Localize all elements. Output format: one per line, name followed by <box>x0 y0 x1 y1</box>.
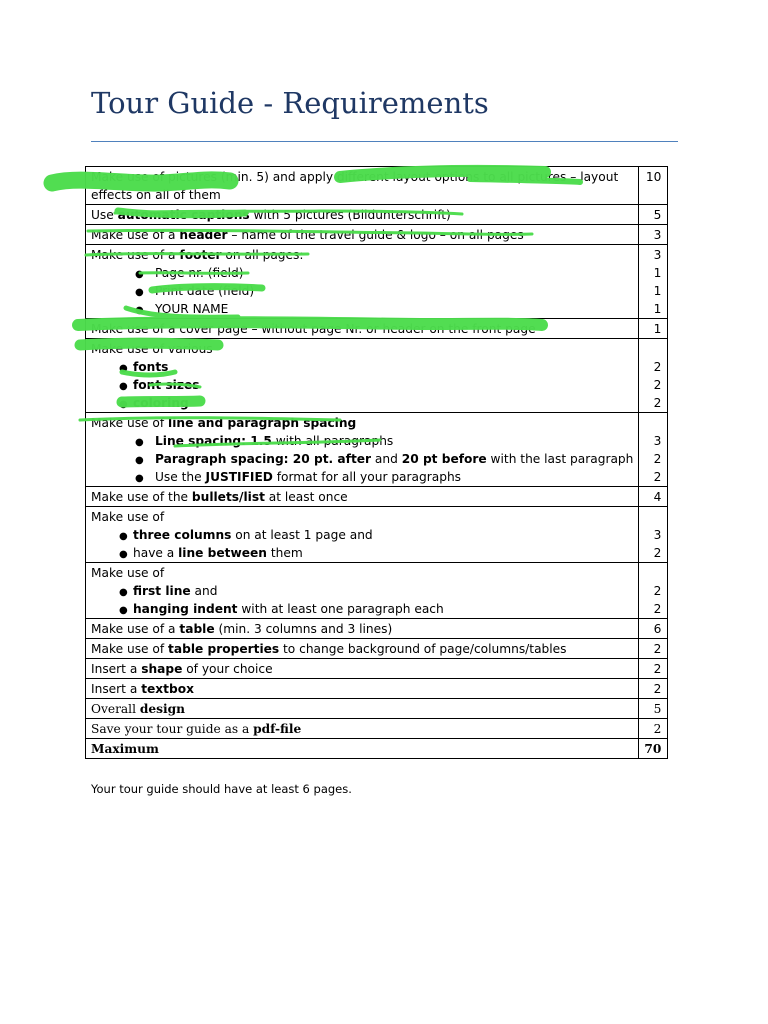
text: Use the <box>155 470 206 484</box>
text: Make use of pictures (min. 5) and apply different layout options to all pictures – layout <box>91 170 619 184</box>
points-value: 2 <box>653 722 662 736</box>
points-value: 2 <box>653 642 662 656</box>
emphasis-text: automatic captions <box>117 208 250 222</box>
requirement-row <box>86 339 668 413</box>
points-value: 10 <box>645 170 662 184</box>
requirement-row <box>86 563 668 619</box>
requirement-description <box>86 739 639 759</box>
requirement-row <box>86 413 668 487</box>
emphasis-text: Line spacing: 1.5 <box>155 434 272 448</box>
text: of your choice <box>182 662 273 676</box>
requirement-row <box>86 225 668 245</box>
bullet-line <box>91 432 633 450</box>
text: – name of the travel guide & logo – on all pages <box>227 228 524 242</box>
text: format for all your paragraphs <box>272 470 462 484</box>
emphasis-text: table <box>179 622 215 636</box>
requirement-row <box>86 245 668 319</box>
requirement-description <box>86 639 639 659</box>
emphasis-text: line and paragraph spacing <box>168 416 357 430</box>
points-value: 2 <box>653 682 662 696</box>
requirement-line <box>91 680 633 698</box>
text: Insert a <box>91 662 142 676</box>
bullet-icon: ● <box>135 473 144 484</box>
text: with all paragraphs <box>271 434 394 448</box>
requirement-line <box>91 226 633 244</box>
text: with 5 pictures (Bildunterschrift) <box>249 208 451 222</box>
points-value <box>644 508 661 526</box>
text: and <box>190 584 218 598</box>
text: effects on all of them <box>91 188 221 202</box>
text: and <box>371 452 402 466</box>
emphasis-text: header <box>179 228 228 242</box>
text: on all pages: <box>221 248 304 262</box>
bullet-line <box>91 358 633 376</box>
points-value: 2 <box>653 378 662 392</box>
bullet-line <box>91 450 633 468</box>
points-value: 1 <box>653 266 662 280</box>
requirement-line <box>91 720 633 738</box>
requirement-points <box>639 739 668 759</box>
requirement-description <box>86 563 639 619</box>
requirement-description <box>86 659 639 679</box>
requirement-row <box>86 719 668 739</box>
emphasis-text: textbox <box>141 682 194 696</box>
points-value: 1 <box>653 302 662 316</box>
points-value <box>644 414 661 432</box>
text: (min. 3 columns and 3 lines) <box>214 622 393 636</box>
requirement-row <box>86 619 668 639</box>
document-title: Tour Guide - Requirements <box>91 86 489 120</box>
bullet-line <box>91 376 633 394</box>
text: Make use of <box>91 642 169 656</box>
requirement-row <box>86 205 668 225</box>
requirements-table-body <box>86 167 668 759</box>
requirement-line <box>91 414 633 432</box>
text: at least once <box>264 490 348 504</box>
text: Make use of a cover page – without page Nr. or header on the front page <box>91 322 536 336</box>
text: them <box>266 546 303 560</box>
points-value <box>644 340 661 358</box>
emphasis-text: fonts <box>133 360 169 374</box>
bullet-line <box>91 468 633 486</box>
requirement-line <box>91 186 633 204</box>
requirement-points <box>639 619 668 639</box>
requirement-line <box>91 740 633 758</box>
bullet-icon: ● <box>119 587 128 598</box>
points-value: 6 <box>653 622 662 636</box>
bullet-icon: ● <box>135 269 144 280</box>
points-value: 70 <box>644 742 662 756</box>
requirement-row <box>86 507 668 563</box>
requirement-points <box>639 245 668 319</box>
requirement-line <box>91 320 633 338</box>
title-underline <box>91 141 678 142</box>
bullet-icon: ● <box>135 305 144 316</box>
bullet-icon: ● <box>119 549 128 560</box>
bullet-line <box>91 600 633 618</box>
text: Page nr. (field) <box>155 266 244 280</box>
bullet-line <box>91 582 633 600</box>
text: Make use of <box>91 566 165 580</box>
requirement-points <box>639 563 668 619</box>
text: YOUR NAME <box>155 302 229 316</box>
points-value: 2 <box>653 602 662 616</box>
text: Overall <box>91 702 140 716</box>
requirement-line <box>91 564 633 582</box>
requirement-description <box>86 507 639 563</box>
text: Make use of the <box>91 490 192 504</box>
text: Make use of various <box>91 342 213 356</box>
requirement-line <box>91 700 633 718</box>
requirement-row <box>86 487 668 507</box>
text: Make use of a <box>91 248 180 262</box>
bullet-line <box>91 300 633 318</box>
requirement-description <box>86 679 639 699</box>
emphasis-text: first line <box>133 584 191 598</box>
emphasis-text: line between <box>178 546 267 560</box>
emphasis-text: 20 pt before <box>401 452 487 466</box>
emphasis-text: JUSTIFIED <box>205 470 273 484</box>
emphasis-text: bullets/list <box>191 490 265 504</box>
bullet-line <box>91 282 633 300</box>
requirement-points <box>639 167 668 205</box>
emphasis-text: Paragraph spacing: 20 pt. after <box>155 452 372 466</box>
points-value: 2 <box>653 452 662 466</box>
text: Make use of a <box>91 622 180 636</box>
text: have a <box>133 546 179 560</box>
bullet-icon: ● <box>119 399 128 410</box>
bullet-line <box>91 526 633 544</box>
points-value: 2 <box>653 662 662 676</box>
requirement-points <box>639 487 668 507</box>
bullet-icon: ● <box>119 381 128 392</box>
requirement-description <box>86 619 639 639</box>
emphasis-text: design <box>139 702 186 716</box>
bullet-icon: ● <box>119 363 128 374</box>
points-value: 5 <box>653 702 662 716</box>
points-value: 1 <box>653 322 662 336</box>
bullet-line <box>91 394 633 412</box>
requirement-description <box>86 699 639 719</box>
bullet-icon: ● <box>119 605 128 616</box>
text: Use <box>91 208 118 222</box>
requirement-description <box>86 205 639 225</box>
points-value: 3 <box>653 434 662 448</box>
text: Make use of <box>91 510 165 524</box>
requirement-line <box>91 620 633 638</box>
requirements-table <box>85 166 668 759</box>
requirement-row <box>86 167 668 205</box>
points-value: 2 <box>653 584 662 598</box>
requirement-description <box>86 319 639 339</box>
requirement-line <box>91 206 633 224</box>
requirement-row <box>86 639 668 659</box>
requirement-row <box>86 659 668 679</box>
requirement-row <box>86 679 668 699</box>
points-value: 2 <box>653 396 662 410</box>
requirement-points <box>639 319 668 339</box>
bullet-line <box>91 264 633 282</box>
points-value: 3 <box>653 528 662 542</box>
requirement-description <box>86 167 639 205</box>
bullet-icon: ● <box>135 287 144 298</box>
points-value: 4 <box>653 490 662 504</box>
text: Make use of a <box>91 228 180 242</box>
requirement-row <box>86 699 668 719</box>
requirement-points <box>639 225 668 245</box>
requirement-row <box>86 739 668 759</box>
text: Print date (field) <box>155 284 255 298</box>
emphasis-text: hanging indent <box>133 602 238 616</box>
bullet-icon: ● <box>135 455 144 466</box>
emphasis-text: coloring <box>133 396 189 410</box>
requirement-description <box>86 487 639 507</box>
text: to change background of page/columns/tables <box>279 642 567 656</box>
text: Save your tour guide as a <box>91 722 254 736</box>
requirement-description <box>86 339 639 413</box>
requirement-description <box>86 413 639 487</box>
points-value: 2 <box>653 470 662 484</box>
page-count-note: Your tour guide should have at least 6 pages. <box>91 782 352 796</box>
requirement-points <box>639 507 668 563</box>
requirement-line <box>91 246 633 264</box>
emphasis-text: Maximum <box>91 742 159 756</box>
emphasis-text: footer <box>179 248 222 262</box>
points-value: 2 <box>653 546 662 560</box>
requirement-description <box>86 225 639 245</box>
requirement-description <box>86 245 639 319</box>
emphasis-text: three columns <box>133 528 232 542</box>
emphasis-text: shape <box>141 662 183 676</box>
requirement-description <box>86 719 639 739</box>
requirement-line <box>91 508 633 526</box>
points-value: 3 <box>653 248 662 262</box>
requirement-points <box>639 413 668 487</box>
requirement-points <box>639 639 668 659</box>
points-value: 5 <box>653 208 662 222</box>
emphasis-text: font sizes <box>133 378 200 392</box>
requirement-line <box>91 660 633 678</box>
requirement-points <box>639 699 668 719</box>
text: with at least one paragraph each <box>237 602 444 616</box>
text: Insert a <box>91 682 142 696</box>
requirement-points <box>639 659 668 679</box>
points-value: 3 <box>653 228 662 242</box>
emphasis-text: pdf-file <box>253 722 302 736</box>
emphasis-text: table properties <box>168 642 280 656</box>
text: Make use of <box>91 416 169 430</box>
requirement-row <box>86 319 668 339</box>
requirement-points <box>639 719 668 739</box>
requirement-line <box>91 640 633 658</box>
bullet-icon: ● <box>135 437 144 448</box>
requirement-points <box>639 339 668 413</box>
requirement-points <box>639 679 668 699</box>
bullet-icon: ● <box>119 531 128 542</box>
requirement-line <box>91 488 633 506</box>
bullet-line <box>91 544 633 562</box>
text: with the last paragraph <box>486 452 634 466</box>
text: on at least 1 page and <box>231 528 373 542</box>
points-value <box>644 564 661 582</box>
points-value: 2 <box>653 360 662 374</box>
points-value: 1 <box>653 284 662 298</box>
requirement-line <box>91 340 633 358</box>
requirement-points <box>639 205 668 225</box>
requirement-line <box>91 168 633 186</box>
